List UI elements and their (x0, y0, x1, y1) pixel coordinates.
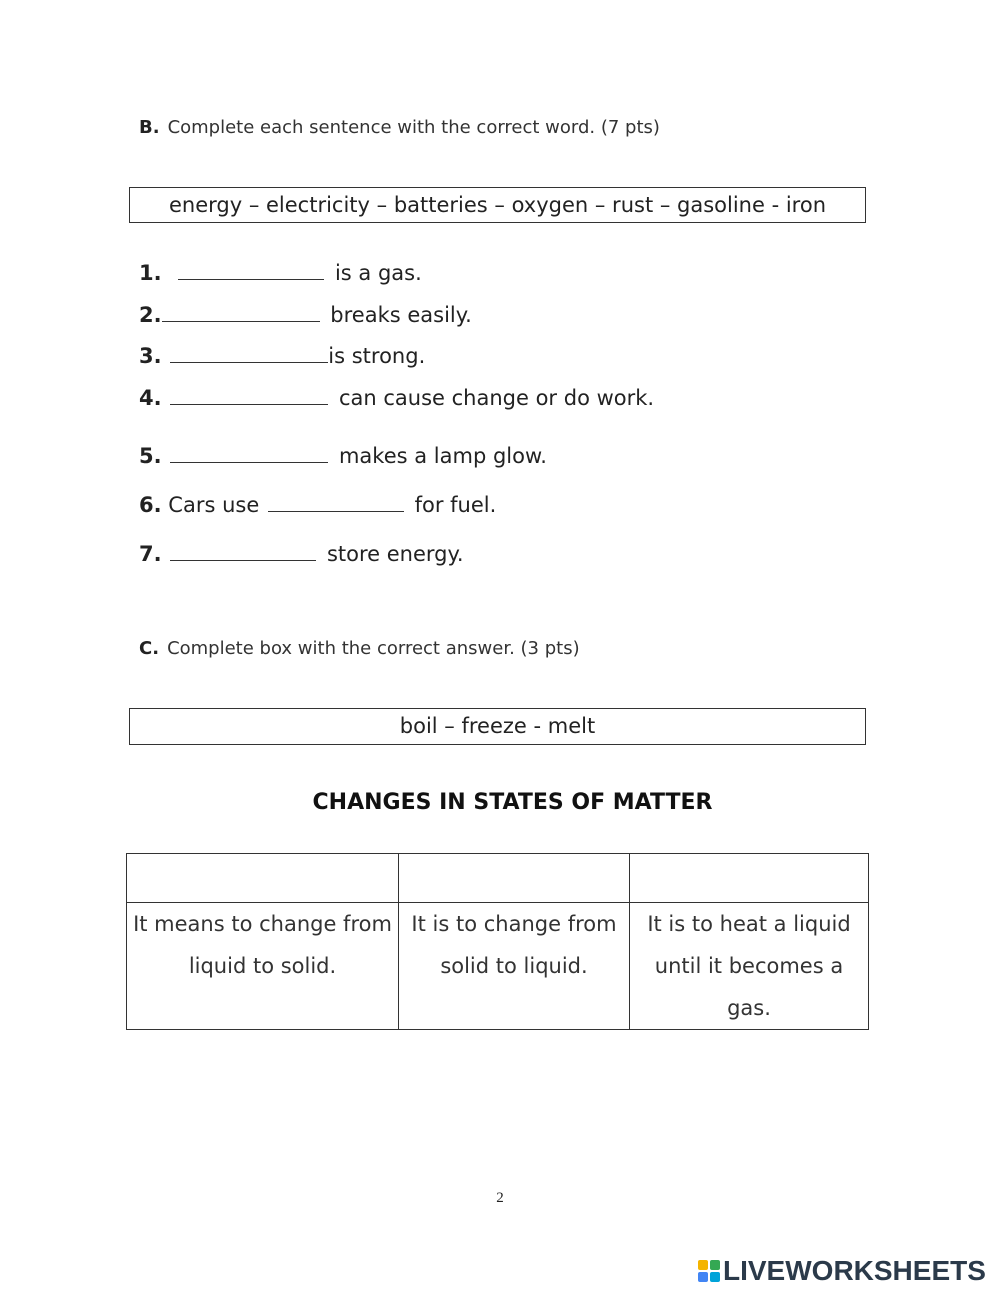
answer-blank-5[interactable] (170, 461, 328, 463)
section-b-instruction: Complete each sentence with the correct word. (7 pts) (167, 117, 660, 138)
answer-blank-1[interactable] (178, 278, 324, 280)
section-b-letter: B. (139, 117, 160, 138)
definition-boil: It is to heat a liquid until it becomes a gas. (630, 903, 869, 1030)
answer-blank-7[interactable] (170, 559, 316, 561)
section-b-heading (139, 117, 660, 138)
section-c-heading (139, 638, 580, 659)
answer-blank-4[interactable] (170, 403, 328, 405)
question-text: for fuel. (414, 493, 497, 517)
question-6 (139, 493, 496, 517)
logo-square-cyan (710, 1272, 720, 1282)
states-of-matter-table (126, 853, 869, 1030)
answer-blank-3[interactable] (170, 361, 328, 363)
question-text-before: Cars use (168, 493, 260, 517)
question-text: store energy. (326, 542, 464, 566)
page-number: 2 (496, 1190, 504, 1206)
definition-freeze: It means to change from liquid to solid. (127, 903, 399, 1030)
question-number: 3. (139, 344, 162, 368)
section-c-instruction: Complete box with the correct answer. (3 pts) (167, 638, 580, 659)
word-bank-b: energy – electricity – batteries – oxygen – rust – gasoline - iron (129, 187, 866, 223)
question-number: 7. (139, 542, 162, 566)
question-number: 4. (139, 386, 162, 410)
logo-square-green (710, 1260, 720, 1270)
answer-row (127, 854, 869, 903)
liveworksheets-logo (698, 1255, 986, 1287)
answer-blank-2[interactable] (162, 320, 320, 322)
logo-square-yellow (698, 1260, 708, 1270)
answer-blank-6[interactable] (268, 510, 404, 512)
question-number: 5. (139, 444, 162, 468)
table-title: CHANGES IN STATES OF MATTER (312, 790, 713, 815)
question-number: 2. (139, 303, 162, 327)
question-number: 1. (139, 261, 162, 285)
answer-cell-2[interactable] (399, 854, 630, 903)
question-4 (139, 386, 654, 410)
question-1 (139, 261, 422, 285)
answer-cell-1[interactable] (127, 854, 399, 903)
logo-square-blue (698, 1272, 708, 1282)
definition-row (127, 903, 869, 1030)
question-text: can cause change or do work. (338, 386, 655, 410)
question-3 (139, 344, 425, 368)
question-text: breaks easily. (330, 303, 472, 327)
liveworksheets-logo-icon (698, 1260, 720, 1282)
question-text: is strong. (328, 344, 426, 368)
question-7 (139, 542, 464, 566)
question-text: is a gas. (334, 261, 422, 285)
definition-melt: It is to change from solid to liquid. (399, 903, 630, 1030)
section-c-letter: C. (139, 638, 160, 659)
answer-cell-3[interactable] (630, 854, 869, 903)
question-text: makes a lamp glow. (338, 444, 547, 468)
question-2 (139, 303, 472, 327)
question-5 (139, 444, 547, 468)
brand-name: LIVEWORKSHEETS (723, 1255, 986, 1286)
word-bank-c: boil – freeze - melt (129, 708, 866, 745)
question-number: 6. (139, 493, 162, 517)
